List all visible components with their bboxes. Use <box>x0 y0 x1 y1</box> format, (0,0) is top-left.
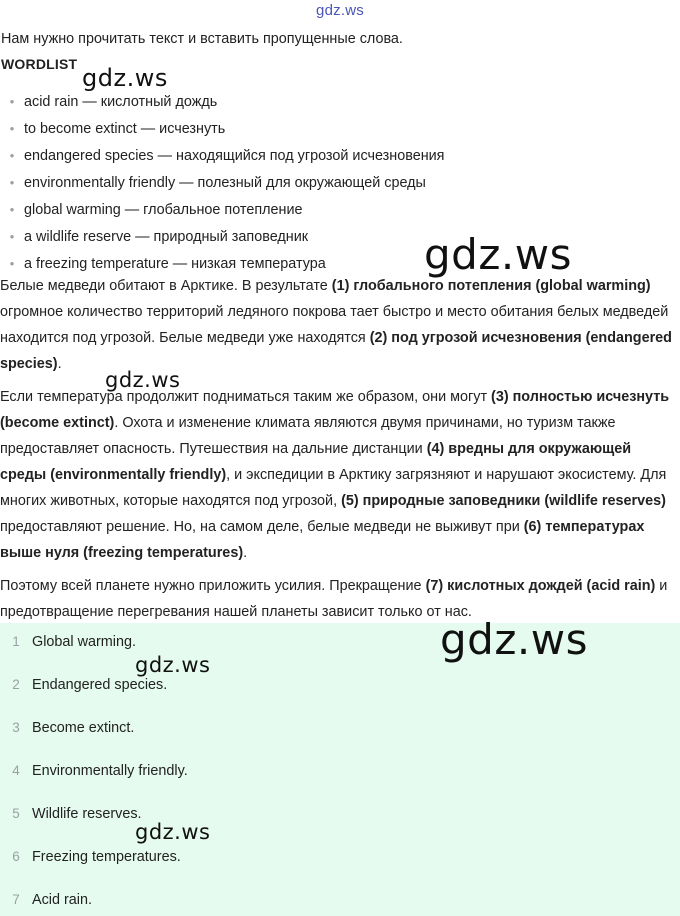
wordlist-item <box>0 198 444 225</box>
answer-highlight: (3) полностью исчезнуть (become extinct) <box>0 389 670 431</box>
bullet-icon: • <box>9 94 15 109</box>
text-paragraph-2 <box>0 384 679 566</box>
bullet-icon: • <box>9 202 15 217</box>
bullet-icon: • <box>9 256 15 271</box>
task-intro: Нам нужно прочитать текст и вставить пропущенные слова. <box>1 31 403 47</box>
watermark: gdz.ws <box>424 230 572 279</box>
watermark: gdz.ws <box>135 653 211 677</box>
answer-row <box>0 759 188 783</box>
wordlist-item-text: a freezing temperature — низкая температура <box>24 256 326 272</box>
wordlist-item-text: endangered species — находящийся под угрозой исчезновения <box>24 148 445 164</box>
answer-text: Acid rain. <box>32 892 92 908</box>
wordlist-item-text: global warming — глобальное потепление <box>24 202 303 218</box>
answer-number: 5 <box>12 806 20 821</box>
answer-row <box>0 845 181 869</box>
site-header-link[interactable]: gdz.ws <box>316 2 364 19</box>
text-segment: предоставляют решение. Но, на самом деле, белые медведи не выживут при <box>0 519 524 535</box>
wordlist-item <box>0 90 444 117</box>
answer-highlight: (4) вредны для окружающей среды (environmentally friendly) <box>0 441 632 483</box>
wordlist-item <box>0 171 444 198</box>
answer-highlight: (5) природные заповедники (wildlife reserves) <box>341 493 666 509</box>
watermark: gdz.ws <box>135 820 211 844</box>
bullet-icon: • <box>9 175 15 190</box>
answer-text: Freezing temperatures. <box>32 849 181 865</box>
wordlist-item-text: a wildlife reserve — природный заповедник <box>24 229 309 245</box>
answers-panel <box>0 623 680 916</box>
bullet-icon: • <box>9 121 15 136</box>
wordlist <box>0 90 444 279</box>
answer-text: Become extinct. <box>32 720 135 736</box>
answer-number: 4 <box>12 763 20 778</box>
answer-number: 3 <box>12 720 20 735</box>
watermark: gdz.ws <box>440 615 588 664</box>
bullet-icon: • <box>9 148 15 163</box>
text-segment: огромное количество территорий ледяного покрова тает быстро и место обитания белых медведей находится под угрозой. Белые медведи уже находятся <box>0 304 669 346</box>
answer-highlight: (6) температурах выше нуля (freezing temperatures) <box>0 519 645 561</box>
answer-highlight: (1) глобального потепления (global warming) <box>331 278 651 294</box>
answer-row <box>0 716 134 740</box>
answer-row <box>0 888 92 912</box>
answer-row <box>0 802 142 826</box>
wordlist-item <box>0 117 444 144</box>
answer-number: 7 <box>12 892 20 907</box>
text-segment: . Охота и изменение климата являются двумя причинами, но туризм также предоставляет опасность. Путешествия на дальние дистанции <box>0 415 616 457</box>
answer-highlight: (2) под угрозой исчезновения (endangered species) <box>0 330 672 372</box>
wordlist-item-text: acid rain — кислотный дождь <box>24 94 218 110</box>
wordlist-title: WORDLIST <box>1 56 78 72</box>
text-segment: Белые медведи обитают в Арктике. В результате <box>0 278 332 294</box>
wordlist-item <box>0 225 444 252</box>
answer-number: 2 <box>12 677 20 692</box>
text-segment: . <box>243 545 248 561</box>
text-segment: , и экспедиции в Арктику загрязняют и нарушают экосистему. Для многих животных, которые находятся под угрозой, <box>0 467 667 509</box>
answer-text: Endangered species. <box>32 677 168 693</box>
text-segment: и предотвращение перегревания нашей планеты зависит только от нас. <box>0 578 668 620</box>
text-segment: . <box>57 356 62 372</box>
bullet-icon: • <box>9 229 15 244</box>
wordlist-item-text: to become extinct — исчезнуть <box>24 121 226 137</box>
watermark: gdz.ws <box>105 368 181 392</box>
answer-highlight: (7) кислотных дождей (acid rain) <box>425 578 656 594</box>
wordlist-item <box>0 144 444 171</box>
wordlist-item-text: environmentally friendly — полезный для окружающей среды <box>24 175 426 191</box>
watermark: gdz.ws <box>82 64 168 92</box>
text-segment: Если температура продолжит подниматься таким же образом, они могут <box>0 389 492 405</box>
answer-number: 1 <box>12 634 20 649</box>
text-segment: Поэтому всей планете нужно приложить усилия. Прекращение <box>0 578 426 594</box>
answer-row <box>0 630 136 654</box>
answer-text: Global warming. <box>32 634 136 650</box>
answer-text: Wildlife reserves. <box>32 806 142 822</box>
answer-number: 6 <box>12 849 20 864</box>
answer-text: Environmentally friendly. <box>32 763 188 779</box>
text-paragraph-1 <box>0 273 679 377</box>
